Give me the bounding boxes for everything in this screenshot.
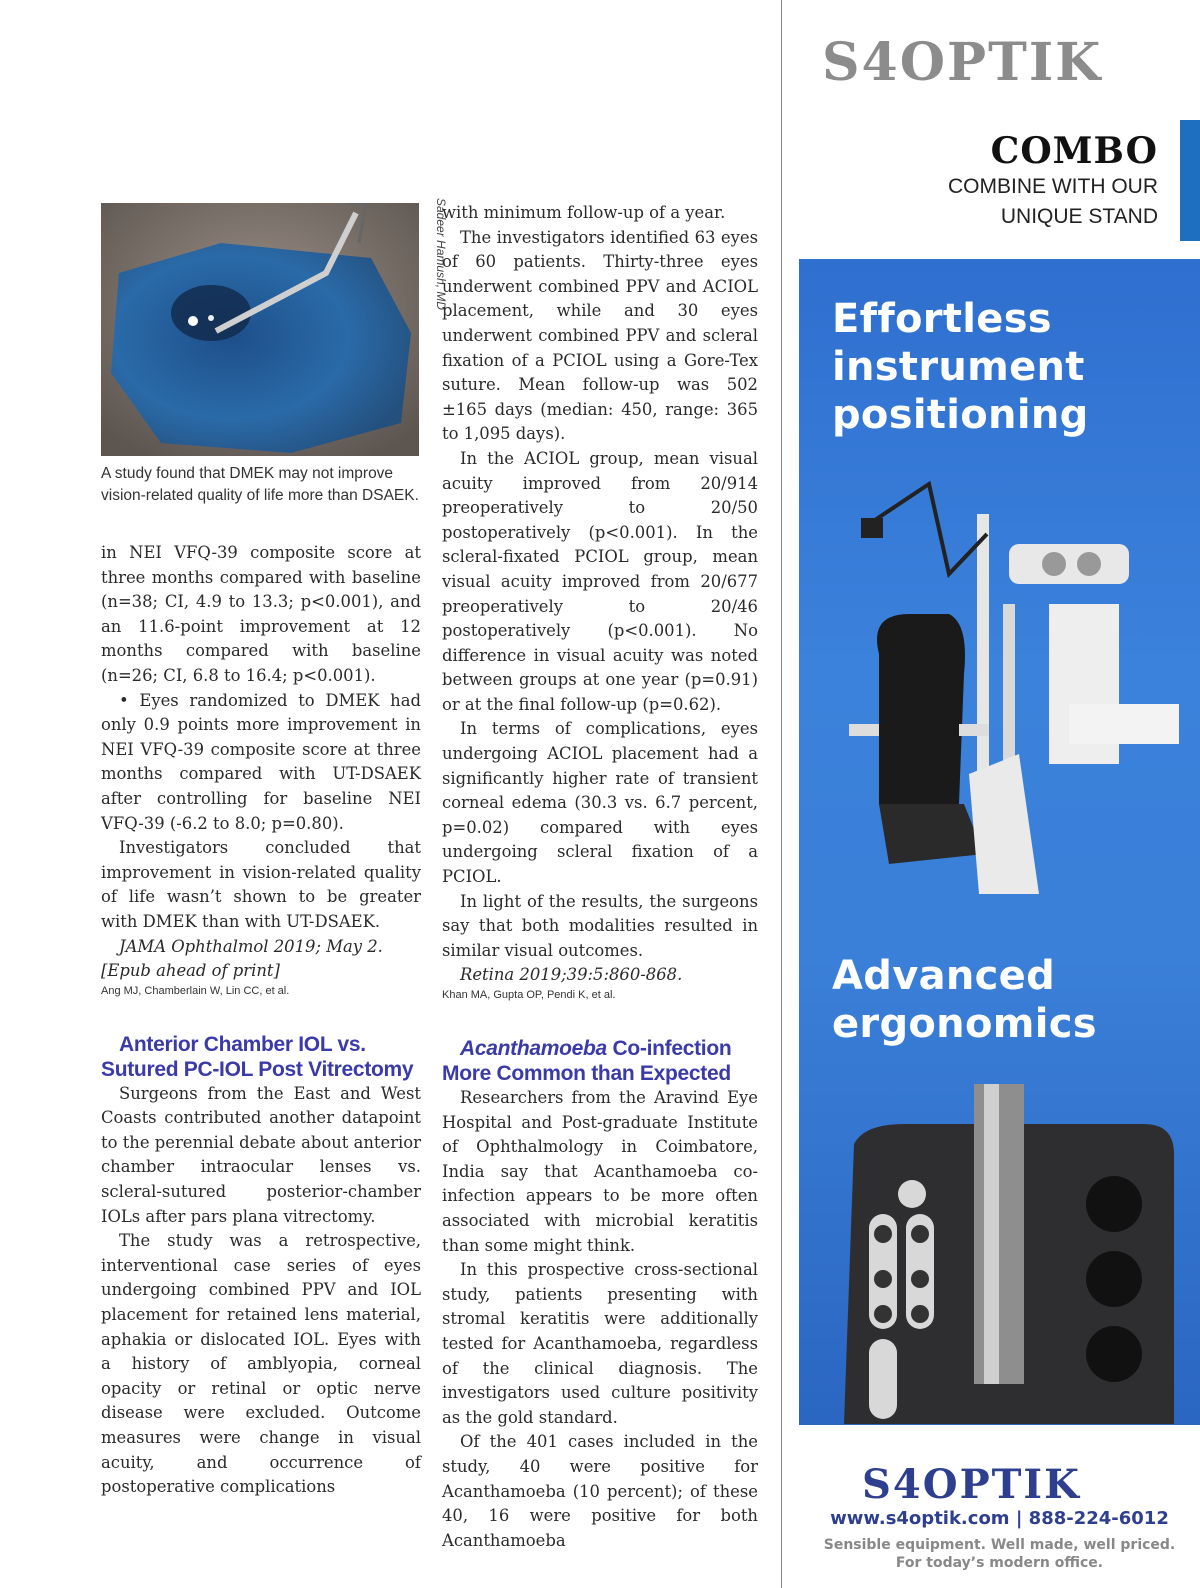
- paragraph: The study was a retrospective, interventional case series of eyes undergoing combined PPV and IOL placement for retained lens material, aphakia or dislocated IOL. Eyes with a history of amblyopia, corneal opacity or retinal or optic nerve disease were excluded. Outcome measures were change in visual acuity, and occurrence of postoperative complications: [101, 1231, 421, 1497]
- paragraph: in NEI VFQ-39 composite score at three months compared with baseline (n=38; CI, 4.9 to 13.3; p<0.001), and an 11.6-point improvement at 12 months compared with baseline (n=26; CI, 6.8 to 16.4; p<0.001).: [101, 543, 421, 685]
- ad-contact[interactable]: www.s4optik.com | 888-224-6012: [830, 1508, 1169, 1529]
- accent-bar: [1180, 120, 1200, 241]
- brand-logo: [822, 34, 1182, 96]
- authors: Ang MJ, Chamberlain W, Lin CC, et al.: [101, 984, 290, 997]
- citation: Retina 2019;39:5:860-868.: [460, 965, 683, 985]
- section-heading: Anterior Chamber IOL vs. Sutured PC-IOL Post Vitrectomy: [101, 1032, 414, 1081]
- headline-line: ergonomics: [832, 1001, 1097, 1047]
- authors: Khan MA, Gupta OP, Pendi K, et al.: [442, 989, 616, 1001]
- combo-subtitle: [948, 172, 1158, 232]
- brand-logo-bottom-graphic: [862, 1460, 1147, 1510]
- headline-line: instrument: [832, 344, 1085, 390]
- citation: JAMA Ophthalmol 2019; May 2. [Epub ahead of print]: [101, 936, 383, 981]
- brand-logo-text: S4OPTIK: [822, 34, 1103, 93]
- paragraph: with minimum follow-up of a year.: [442, 203, 726, 222]
- ad-headline-2: [832, 952, 1097, 1048]
- photo-caption: A study found that DMEK may not improve vision-related quality of life more than DSAEK.: [101, 465, 419, 504]
- paragraph: In terms of complications, eyes undergoing ACIOL placement had a significantly higher rate of transient corneal edema (30.3 vs. 6.7 percent, p=0.02) compared with eyes undergoing scleral fixation of a PCIOL.: [442, 719, 758, 887]
- combo-sub-line2: UNIQUE STAND: [1000, 205, 1158, 228]
- paragraph: Of the 401 cases included in the study, 40 were positive for Acanthamoeba (10 percent); of these 40, 16 were positive for both Acanthamoeba: [442, 1432, 758, 1550]
- article-photo: [101, 203, 419, 456]
- cornea-photo-graphic: [101, 203, 419, 456]
- paragraph: Surgeons from the East and West Coasts contributed another datapoint to the perennial debate about anterior chamber intraocular lenses vs. scleral-sutured posterior-chamber IOLs after pars plana vitrectomy.: [101, 1083, 421, 1226]
- section-heading: [442, 1036, 758, 1086]
- headline-line: Advanced: [832, 953, 1056, 999]
- headline-line: positioning: [832, 392, 1089, 438]
- paragraph: In this prospective cross-sectional study, patients presenting with stromal keratitis were additionally tested for Acanthamoeba, regardless of the clinical diagnosis. The investigators used culture positivity as the gold standard.: [442, 1260, 758, 1427]
- combo-title: COMBO: [990, 130, 1158, 172]
- tagline-line: Sensible equipment. Well made, well priced.: [823, 1537, 1176, 1553]
- control-panel-illustration: [844, 1084, 1174, 1424]
- ad-tagline: [799, 1536, 1200, 1572]
- heading-italic: Acanthamoeba: [460, 1037, 607, 1060]
- paragraph: In light of the results, the surgeons say that both modalities resulted in similar visual outcomes.: [442, 891, 758, 960]
- column-middle: [442, 201, 758, 1553]
- brand-logo-bottom: [862, 1460, 1147, 1510]
- ad-panel: [799, 259, 1200, 1425]
- paragraph: In the ACIOL group, mean visual acuity improved from 20/914 preoperatively to 20/50 postoperatively (p<0.001). In the scleral-fixated PCIOL group, mean visual acuity improved from 20/677 preoperatively to 20/46 postoperatively (p<0.001). No difference in visual acuity was noted between groups at one year (p=0.91) or at the final follow-up (p=0.62).: [442, 448, 758, 714]
- photo-credit: Sadeer Hamush, MD: [434, 198, 448, 311]
- paragraph: Researchers from the Aravind Eye Hospital and Post-graduate Institute of Ophthalmology in Coimbatore, India say that Acanthamoeba co-infection appears to be more often associated with microbial keratitis than some might think.: [442, 1088, 758, 1255]
- headline-line: Effortless: [832, 296, 1052, 342]
- combo-sub-line1: COMBINE WITH OUR: [948, 175, 1158, 198]
- brand-logo-bottom-text: S4OPTIK: [862, 1461, 1081, 1508]
- heading-rest: Co-infection More Common than Expected: [442, 1037, 732, 1085]
- paragraph: • Eyes randomized to DMEK had only 0.9 points more improvement in NEI VFQ-39 composite score at three months compared with UT-DSAEK after controlling for baseline NEI VFQ-39 (-6.2 to 8.0; p=0.80).: [101, 690, 421, 833]
- brand-logo-graphic: [822, 34, 1182, 96]
- tagline-line: For today’s modern office.: [895, 1555, 1104, 1571]
- paragraph: Investigators concluded that improvement in vision-related quality of life wasn’t shown to be greater with DMEK than with UT-DSAEK.: [101, 838, 421, 931]
- exam-chair-illustration: [809, 474, 1199, 904]
- column-left: [101, 541, 421, 1500]
- column-divider: [781, 0, 782, 1588]
- paragraph: The investigators identified 63 eyes of 60 patients. Thirty-three eyes underwent combined PPV and ACIOL placement, while and 30 eyes underwent combined PPV and scleral fixation of a PCIOL using a Gore-Tex suture. Mean follow-up was 502 ±165 days (median: 450, range: 365 to 1,095 days).: [442, 227, 758, 444]
- ad-headline-1: [832, 295, 1089, 439]
